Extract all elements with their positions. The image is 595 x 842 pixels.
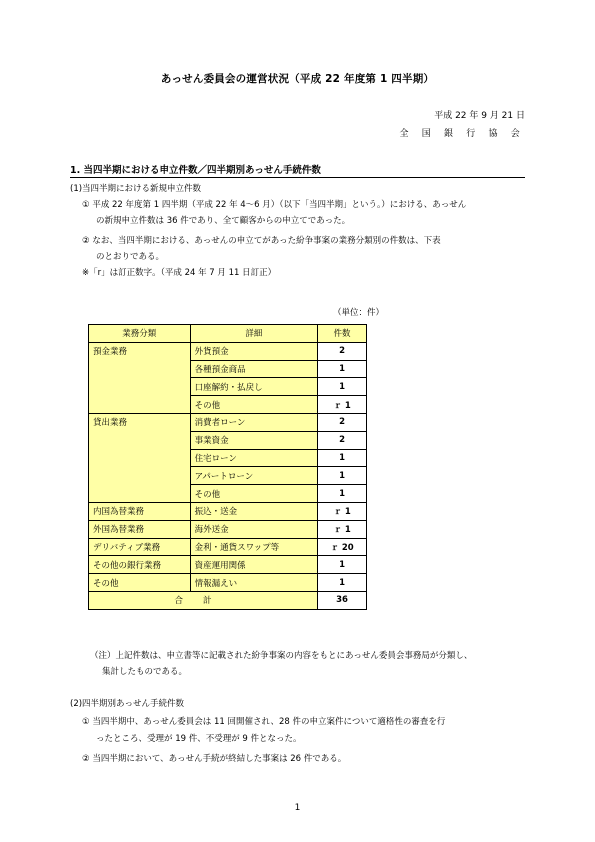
- table-footnote: [90, 648, 530, 680]
- count-cell: 1: [318, 360, 367, 378]
- count-cell: 1: [318, 378, 367, 396]
- total-count: 36: [318, 591, 367, 609]
- paragraph-line: ② なお、当四半期における、あっせんの申立てがあった紛争事案の業務分類別の件数は、下表: [82, 236, 441, 246]
- category-cell: 預金業務: [89, 342, 191, 413]
- count-cell: ｒ 1: [318, 520, 367, 538]
- header-count: 件数: [318, 325, 367, 343]
- detail-cell: 振込・送金: [190, 502, 318, 520]
- table-header-row: [89, 325, 367, 343]
- document-title: あっせん委員会の運営状況（平成 22 年度第 1 四半期）: [160, 73, 435, 85]
- table-row: [89, 556, 367, 574]
- count-cell: ｒ 1: [318, 502, 367, 520]
- paragraph-line: ったところ、受理が 19 件、不受理が 9 件となった。: [96, 734, 302, 744]
- detail-cell: 事業資金: [190, 431, 318, 449]
- correction-note: ※「r」は訂正数字。（平成 24 年 7 月 11 日訂正）: [82, 268, 277, 278]
- detail-cell: 情報漏えい: [190, 574, 318, 592]
- count-cell: 1: [318, 556, 367, 574]
- footnote-line: （注）上記件数は、申立書等に記載された紛争事案の内容をもとにあっせん委員会事務局が分類し、: [90, 651, 473, 661]
- document-date: 平成 22 年 9 月 21 日: [434, 111, 525, 121]
- count-cell: 1: [318, 485, 367, 503]
- count-cell: ｒ 1: [318, 396, 367, 414]
- footnote-line: 集計したものである。: [102, 667, 188, 677]
- table-row: [89, 520, 367, 538]
- paragraph-line: ① 当四半期中、あっせん委員会は 11 回開催され、28 件の申立案件について適格性の審査を行: [82, 717, 446, 727]
- count-cell: ｒ 20: [318, 538, 367, 556]
- table-row: [89, 342, 367, 360]
- header-detail: 詳細: [190, 325, 318, 343]
- detail-cell: アパートローン: [190, 467, 318, 485]
- organization-name: 全 国 銀 行 協 会: [399, 129, 525, 139]
- category-cell: デリバティブ業務: [89, 538, 191, 556]
- paragraph-line: ① 平成 22 年度第 1 四半期（平成 22 年 4～6 月）（以下「当四半期」という。）における、あっせん: [82, 200, 467, 210]
- section-heading: 1. 当四半期における申立件数／四半期別あっせん手続件数: [70, 162, 525, 178]
- detail-cell: その他: [190, 396, 318, 414]
- table-row: [89, 413, 367, 431]
- paragraph-line: のとおりである。: [96, 252, 165, 262]
- detail-cell: 海外送金: [190, 520, 318, 538]
- detail-cell: 外貨預金: [190, 342, 318, 360]
- category-cell: その他: [89, 574, 191, 592]
- count-cell: 2: [318, 342, 367, 360]
- table-row: [89, 502, 367, 520]
- table-row: [89, 538, 367, 556]
- unit-label: （単位：件）: [333, 308, 385, 318]
- detail-cell: 金利・通貨スワップ等: [190, 538, 318, 556]
- count-cell: 1: [318, 449, 367, 467]
- paragraph-line: の新規申立件数は 36 件であり、全て顧客からの申立てであった。: [96, 216, 351, 226]
- category-cell: 内国為替業務: [89, 502, 191, 520]
- category-cell: 外国為替業務: [89, 520, 191, 538]
- count-cell: 1: [318, 574, 367, 592]
- count-cell: 2: [318, 431, 367, 449]
- paragraph-line: ② 当四半期において、あっせん手続が終結した事案は 26 件である。: [82, 754, 347, 764]
- category-cell: 貸出業務: [89, 413, 191, 502]
- detail-cell: 口座解約・払戻し: [190, 378, 318, 396]
- subsection-heading: (1)当四半期における新規申立件数: [70, 184, 202, 194]
- header-category: 業務分類: [89, 325, 191, 343]
- detail-cell: 住宅ローン: [190, 449, 318, 467]
- subsection-heading: (2)四半期別あっせん手続件数: [70, 699, 184, 709]
- page-number: 1: [294, 803, 301, 813]
- detail-cell: 資産運用関係: [190, 556, 318, 574]
- total-label: 合計: [89, 591, 318, 609]
- count-cell: 1: [318, 467, 367, 485]
- count-cell: 2: [318, 413, 367, 431]
- table-row: [89, 574, 367, 592]
- table-total-row: [89, 591, 367, 609]
- detail-cell: 各種預金商品: [190, 360, 318, 378]
- detail-cell: その他: [190, 485, 318, 503]
- category-cell: その他の銀行業務: [89, 556, 191, 574]
- detail-cell: 消費者ローン: [190, 413, 318, 431]
- dispute-category-table: [88, 324, 367, 610]
